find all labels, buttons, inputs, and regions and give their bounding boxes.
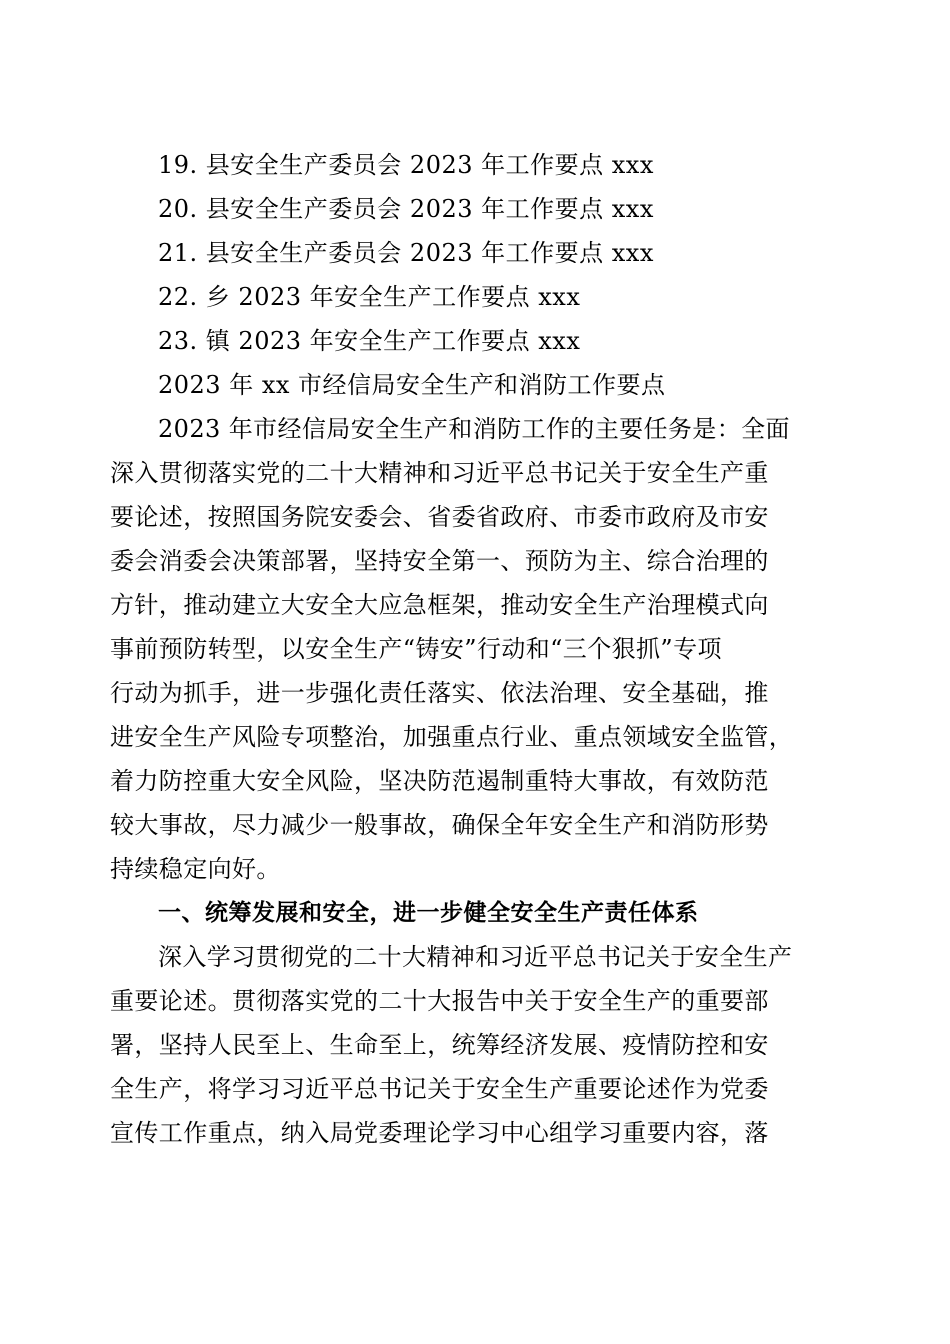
toc-item: 23. 镇 2023 年安全生产工作要点 xxx bbox=[158, 327, 581, 355]
section-paragraph bbox=[110, 935, 830, 1155]
toc-item: 20. 县安全生产委员会 2023 年工作要点 xxx bbox=[158, 195, 654, 223]
paragraph-line: 着力防控重大安全风险，坚决防范遏制重特大事故，有效防范 bbox=[110, 767, 769, 795]
paragraph-line: 方针，推动建立大安全大应急框架，推动安全生产治理模式向 bbox=[110, 591, 769, 619]
paragraph-line: 要论述，按照国务院安委会、省委省政府、市委市政府及市安 bbox=[110, 503, 769, 531]
paragraph-line: 宣传工作重点，纳入局党委理论学习中心组学习重要内容，落 bbox=[110, 1119, 769, 1147]
toc-item: 21. 县安全生产委员会 2023 年工作要点 xxx bbox=[158, 239, 654, 267]
paragraph-line: 署，坚持人民至上、生命至上，统筹经济发展、疫情防控和安 bbox=[110, 1031, 769, 1059]
paragraph-line: 深入学习贯彻党的二十大精神和习近平总书记关于安全生产 bbox=[158, 943, 793, 971]
intro-paragraph bbox=[110, 407, 830, 891]
paragraph-line: 进安全生产风险专项整治，加强重点行业、重点领域安全监管， bbox=[110, 723, 794, 751]
paragraph-line: 较大事故，尽力减少一般事故，确保全年安全生产和消防形势 bbox=[110, 811, 769, 839]
document-title: 2023 年 xx 市经信局安全生产和消防工作要点 bbox=[158, 371, 666, 399]
paragraph-line: 深入贯彻落实党的二十大精神和习近平总书记关于安全生产重 bbox=[110, 459, 769, 487]
paragraph-line: 事前预防转型，以安全生产“铸安”行动和“三个狠抓”专项 bbox=[110, 635, 722, 663]
paragraph-line: 全生产，将学习习近平总书记关于安全生产重要论述作为党委 bbox=[110, 1075, 769, 1103]
paragraph-line: 委会消委会决策部署，坚持安全第一、预防为主、综合治理的 bbox=[110, 547, 769, 575]
paragraph-line: 持续稳定向好。 bbox=[110, 855, 281, 883]
paragraph-line: 2023 年市经信局安全生产和消防工作的主要任务是：全面 bbox=[158, 415, 790, 443]
toc-item: 19. 县安全生产委员会 2023 年工作要点 xxx bbox=[158, 151, 654, 179]
paragraph-line: 重要论述。贯彻落实党的二十大报告中关于安全生产的重要部 bbox=[110, 987, 769, 1015]
document-body bbox=[110, 143, 830, 1155]
section-heading: 一、统筹发展和安全，进一步健全安全生产责任体系 bbox=[158, 900, 699, 926]
paragraph-line: 行动为抓手，进一步强化责任落实、依法治理、安全基础，推 bbox=[110, 679, 769, 707]
toc-item: 22. 乡 2023 年安全生产工作要点 xxx bbox=[158, 283, 581, 311]
